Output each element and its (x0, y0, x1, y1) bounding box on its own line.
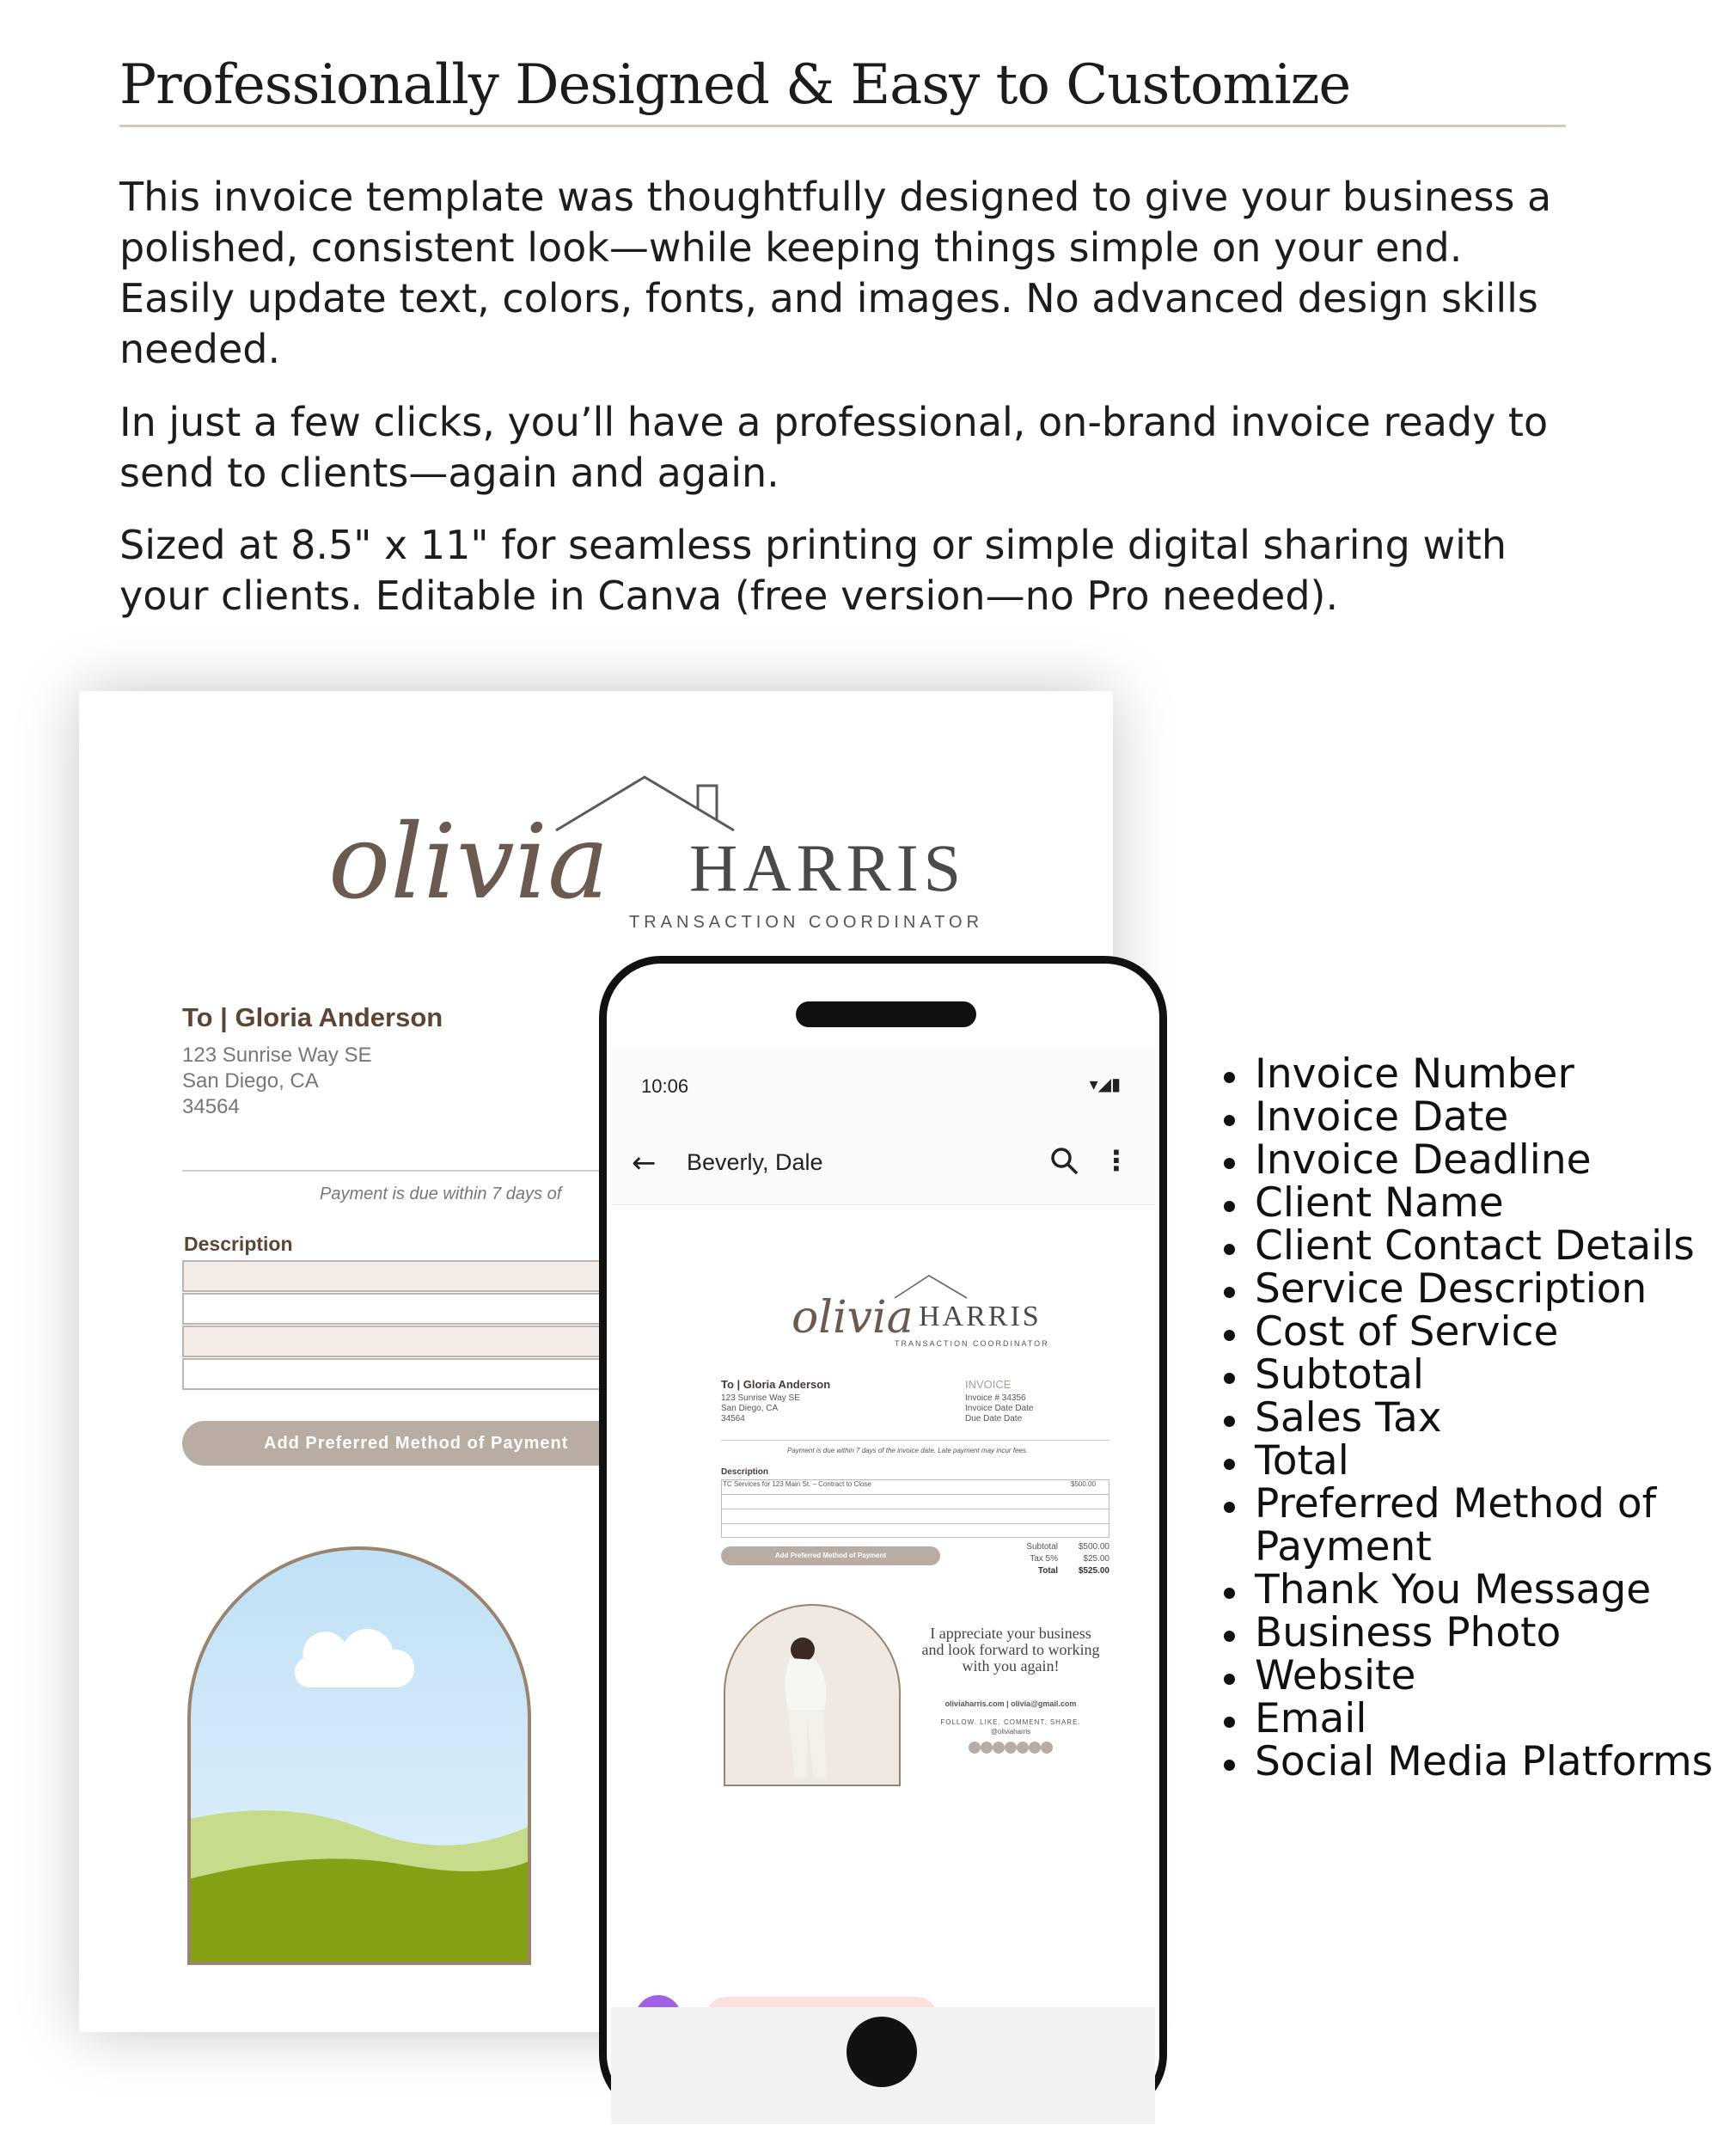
business-photo (721, 1607, 903, 1789)
mini-invoice-date: Invoice Date Date (965, 1404, 1034, 1413)
mini-invoice-title: INVOICE (965, 1378, 1012, 1391)
invoice-to-name: To | Gloria Anderson (182, 1002, 443, 1032)
status-time: 10:06 (641, 1075, 689, 1097)
mini-address-line: San Diego, CA (721, 1404, 779, 1413)
feature-item: Business Photo (1255, 1612, 1736, 1655)
page-heading: Professionally Designed & Easy to Customize (119, 53, 1351, 117)
feature-item: Invoice Number (1255, 1053, 1736, 1096)
home-button[interactable] (847, 2017, 917, 2087)
svg-text:olivia: olivia (792, 1292, 914, 1344)
logo-script: olivia (328, 803, 609, 922)
more-menu-icon[interactable]: ⋮ (1103, 1144, 1130, 1177)
search-icon[interactable] (1048, 1144, 1082, 1179)
feature-item: Sales Tax (1255, 1397, 1736, 1440)
feature-item: Thank You Message (1255, 1569, 1736, 1612)
signal-battery-icon: ▾◢▮ (1089, 1074, 1121, 1094)
logo-tagline: TRANSACTION COORDINATOR (629, 913, 984, 932)
mini-invoice-number: Invoice # 34356 (965, 1393, 1026, 1403)
feature-item: Preferred Method of Payment (1255, 1483, 1736, 1569)
mini-line-item: TC Services for 123 Main St. – Contract to Close (723, 1480, 871, 1488)
mini-handle: @oliviaharris (990, 1728, 1031, 1736)
contact-name: Beverly, Dale (687, 1149, 823, 1175)
mini-brand-logo (792, 1264, 1058, 1358)
brand-logo (328, 751, 984, 958)
mini-address-line: 123 Sunrise Way SE (721, 1393, 800, 1403)
feature-item: Client Name (1255, 1182, 1736, 1225)
mini-follow-line: FOLLOW. LIKE. COMMENT. SHARE. (940, 1718, 1081, 1726)
mini-payment-button[interactable]: Add Preferred Method of Payment (721, 1546, 940, 1565)
logo-name: HARRIS (689, 830, 967, 905)
intro-paragraph: This invoice template was thoughtfully designed to give your business a polished, consistent look—while keeping things simple on your end. Easily update text, colors, fonts, and images. No advanced design skills needed. (119, 174, 1552, 372)
svg-text:TRANSACTION COORDINATOR: TRANSACTION COORDINATOR (895, 1339, 1049, 1348)
description-label: Description (184, 1233, 293, 1255)
svg-text:HARRIS: HARRIS (919, 1301, 1042, 1332)
feature-item: Total (1255, 1440, 1736, 1483)
address-line: 123 Sunrise Way SE (182, 1044, 372, 1067)
status-bar (611, 1046, 1155, 1125)
heading-divider (119, 125, 1566, 127)
phone-speaker (796, 1001, 976, 1027)
clicks-paragraph: In just a few clicks, you’ll have a professional, on-brand invoice ready to send to clients—again and again. (119, 399, 1549, 496)
feature-list (1217, 1050, 1736, 1785)
message-app-bar (611, 1125, 1155, 1205)
feature-item: Invoice Deadline (1255, 1139, 1736, 1182)
mini-to-name: To | Gloria Anderson (721, 1378, 831, 1391)
mini-totals-labels: Subtotal Tax 5% Total (1026, 1542, 1058, 1576)
size-paragraph: Sized at 8.5" x 11" for seamless printing or simple digital sharing with your clients. Editable in Canva (free version—no Pro needed). (119, 522, 1507, 619)
mini-line-items-table (721, 1479, 1109, 1538)
address-line: San Diego, CA (182, 1069, 319, 1093)
mini-contact-line: oliviaharris.com | olivia@gmail.com (944, 1699, 1077, 1708)
social-media-icons (968, 1740, 1054, 1755)
mini-totals-values: $500.00 $25.00 $525.00 (1078, 1542, 1109, 1576)
phone-screen (611, 1046, 1155, 2007)
feature-item: Subtotal (1255, 1354, 1736, 1397)
feature-item: Cost of Service (1255, 1311, 1736, 1354)
mini-line-amount: $500.00 (1071, 1480, 1096, 1488)
feature-item: Invoice Date (1255, 1096, 1736, 1139)
mini-thank-you: I appreciate your business and look forward to working with you again! (921, 1625, 1100, 1675)
feature-item: Email (1255, 1698, 1736, 1741)
feature-item: Client Contact Details (1255, 1225, 1736, 1268)
phone-mockup (599, 956, 1167, 2116)
feature-item: Service Description (1255, 1268, 1736, 1311)
mini-due-date: Due Date Date (965, 1414, 1023, 1423)
mini-divider (721, 1440, 1109, 1441)
mini-address-line: 34564 (721, 1414, 745, 1423)
payment-method-button[interactable]: Add Preferred Method of Payment (182, 1421, 663, 1466)
photo-placeholder-arch (179, 1538, 540, 1968)
mini-due-note: Payment is due within 7 days of the invoice date. Late payment may incur fees. (787, 1447, 1029, 1454)
mini-description-label: Description (721, 1467, 769, 1477)
back-arrow-icon[interactable]: ← (632, 1146, 657, 1180)
payment-due-note: Payment is due within 7 days of (320, 1185, 562, 1203)
feature-item: Website (1255, 1655, 1736, 1698)
address-line: 34564 (182, 1095, 240, 1118)
feature-item: Social Media Platforms (1255, 1741, 1736, 1784)
